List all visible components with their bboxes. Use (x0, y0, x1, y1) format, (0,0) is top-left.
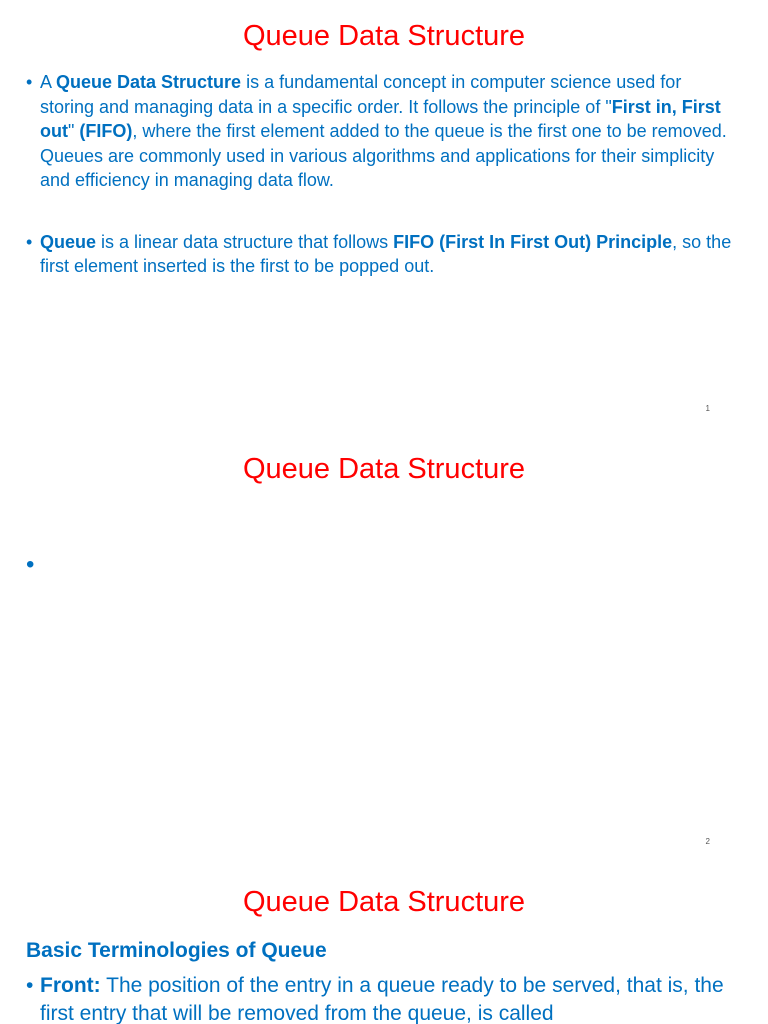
slide-number: 2 (705, 837, 710, 846)
slide-2 (0, 433, 768, 866)
bold-term: FIFO (First In First Out) Principle (393, 231, 673, 252)
list-item (26, 230, 740, 279)
bold-term: Queue (40, 231, 97, 252)
section-heading: Basic Terminologies of Queue (26, 939, 327, 962)
bullet-text: , where the first element added to the queue is the first one to be removed. Queues are commonly used in various algorithms and applications for their simplicity and efficiency in managing data flow. (40, 121, 727, 190)
bullet-list (26, 972, 740, 1024)
bold-term: (FIFO) (79, 121, 133, 141)
list-item (26, 972, 740, 1024)
slide-number: 1 (705, 404, 710, 413)
bullet-text: " (67, 121, 80, 141)
bullet-list (26, 70, 740, 279)
bold-term: Queue Data Structure (56, 72, 242, 92)
slide-title: Queue Data Structure (242, 886, 526, 918)
slide-3 (0, 866, 768, 1024)
bullet-text: A (40, 72, 57, 92)
slide-title: Queue Data Structure (242, 453, 526, 485)
bold-term: First in, First out (40, 96, 721, 141)
bold-term: Front: (40, 974, 101, 997)
bullet-text: , so the first element inserted is the first to be popped out. (40, 231, 732, 276)
list-item (26, 70, 740, 193)
bullet-text: The position of the entry in a queue ready to be served, that is, the first entry that will be removed from the queue, is called (40, 974, 724, 1024)
bullet-text: is a linear data structure that follows (96, 231, 394, 252)
bullet-text: is a fundamental concept in computer science used for storing and managing data in a specific order. It follows the principle of " (40, 72, 682, 117)
slide-title: Queue Data Structure (242, 20, 526, 52)
slide-1 (0, 0, 768, 433)
